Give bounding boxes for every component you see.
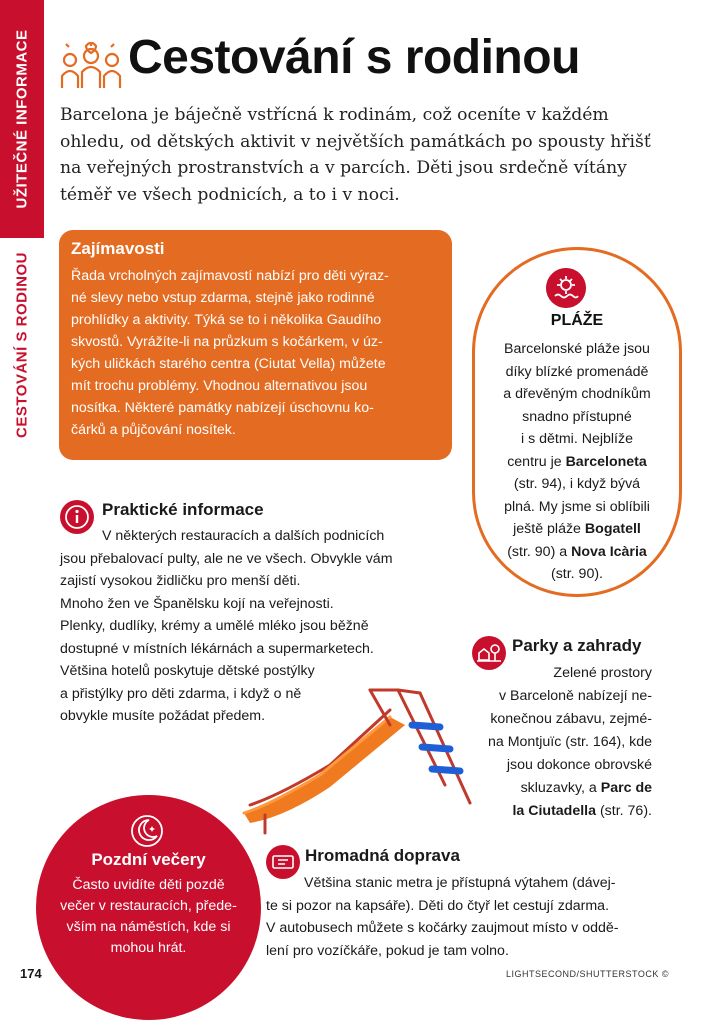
text-line: mít trochu problémy. Vhodnou alternativou jsou	[71, 378, 368, 394]
side-tab-chapter-label: UŽITEČNÉ INFORMACE	[13, 29, 31, 209]
text-segment: Zelené prostory	[553, 665, 652, 681]
text-segment: (str. 76).	[596, 803, 652, 819]
late-evenings-box	[36, 795, 261, 1020]
text-segment: plná. My jsme si oblíbili	[504, 498, 650, 515]
text-line: né slevy nebo vstup zdarma, stejně jako rodinné	[71, 290, 375, 306]
photo-credit: LIGHTSECOND/SHUTTERSTOCK ©	[506, 969, 669, 979]
highlights-heading: Zajímavosti	[71, 239, 165, 258]
bold-place-name: Barceloneta	[565, 453, 647, 470]
side-tab-chapter	[0, 0, 44, 238]
text-line: te si pozor na kapsáře). Děti do čtyř let cestují zdarma.	[266, 897, 610, 914]
text-line: jsou přebalovací pulty, ale ne ve všech. Obvykle vám	[60, 550, 393, 567]
text-segment: i s dětmi. Nejblíže	[521, 431, 633, 447]
text-segment: centru je	[507, 453, 566, 470]
text-line: Většina hotelů poskytuje dětské postýlky	[60, 663, 315, 679]
text-segment: ještě pláže	[513, 521, 585, 537]
text-line: mohou hrát.	[110, 940, 187, 956]
text-line: prohlídky a aktivity. Týká se to i několika Gaudího	[71, 312, 382, 328]
beaches-box	[472, 247, 682, 597]
text-line: V některých restauracích a dalších podnicích	[102, 528, 385, 544]
text-line: Plenky, dudlíky, krémy a umělé mléko jsou běžně	[60, 618, 369, 634]
practical-info-heading: Praktické informace	[102, 500, 264, 519]
bold-place-name: Nova Icària	[571, 543, 647, 560]
text-line: Většina stanic metra je přístupná výtahem (dávej-	[304, 875, 616, 891]
beaches-heading: PLÁŽE	[550, 312, 604, 329]
side-section-tab	[0, 0, 44, 1024]
text-line: Často uvidíte děti pozdě	[72, 877, 225, 893]
transport-heading: Hromadná doprava	[305, 846, 460, 865]
page-number: 174	[20, 966, 42, 981]
text-line: nosítka. Některé památky nabízejí úschovnu ko-	[71, 400, 374, 416]
family-icon	[58, 38, 124, 92]
text-segment: (str. 94), i když bývá	[513, 476, 641, 492]
bold-place-name: la Ciutadella	[512, 803, 597, 819]
text-line: V autobusech můžete s kočárky zaujmout místo v oddě-	[266, 920, 619, 936]
text-line: vším na náměstích, kde si	[66, 919, 231, 935]
side-tab-topic-label: CESTOVÁNÍ S RODINOU	[13, 252, 31, 438]
text-segment: konečnou zábavu, zejmé-	[490, 711, 652, 727]
text-line: večer v restauracích, přede-	[60, 898, 237, 914]
text-segment: skluzavky, a	[520, 780, 601, 796]
text-line: zajistí vysokou židličku pro menší děti.	[60, 573, 301, 589]
transport-text	[266, 872, 666, 962]
text-segment: jsou dokonce obrovské	[506, 757, 652, 773]
text-segment: (str. 90).	[550, 566, 604, 582]
text-line: skvostů. Vyrážíte-li na průzkum s kočárkem, v úz-	[71, 334, 383, 350]
text-segment: v Barceloně nabízejí ne-	[498, 688, 652, 704]
text-line: obvykle musíte požádat předem.	[60, 708, 266, 724]
parks-text	[462, 662, 652, 823]
text-line: lení pro vozíčkáře, pokud je tam volno.	[266, 942, 509, 959]
highlights-box	[59, 230, 452, 460]
beach-icon	[546, 268, 586, 308]
beaches-text	[475, 338, 679, 586]
text-line: kých uličkách starého centra (Ciutat Vella) můžete	[71, 356, 386, 372]
text-line: Mnoho žen ve Španělsku kojí na veřejnosti.	[60, 595, 334, 612]
text-segment: Barcelonské pláže jsou	[504, 341, 650, 357]
bold-place-name: Bogatell	[584, 521, 641, 537]
moon-stars-icon	[127, 811, 167, 851]
page-title: Cestování s rodinou	[128, 31, 580, 84]
late-evenings-text	[36, 875, 261, 959]
text-segment: snadno přístupné	[522, 408, 632, 425]
highlights-text	[71, 265, 441, 441]
slide-illustration	[240, 655, 480, 835]
text-segment: (str. 90) a	[507, 543, 572, 560]
bold-place-name: Parc de	[600, 780, 652, 796]
text-segment: na Montjuïc (str. 164), kde	[487, 734, 652, 750]
text-segment: a dřevěným chodníkům	[503, 386, 651, 402]
text-segment: díky blízké promenádě	[505, 363, 649, 380]
text-line: a přistýlky pro děti zdarma, i když o ně	[60, 685, 302, 702]
intro-paragraph: Barcelona je báječně vstřícná k rodinám, což oceníte v každém ohledu, od dětských aktivit v největších památkách po spousty hřišť na veřejných prostranstvích a v parcích. Děti jsou srdečně vítány téměř ve všech podnicích, a to i v noci.	[60, 105, 651, 205]
text-line: dostupné v místních lékárnách a supermarketech.	[60, 640, 374, 657]
text-line: čárků a půjčování nosítek.	[71, 422, 236, 438]
late-evenings-heading: Pozdní večery	[91, 850, 206, 869]
parks-heading: Parky a zahrady	[512, 636, 642, 655]
text-line: Řada vrcholných zajímavostí nabízí pro děti výraz-	[71, 268, 389, 284]
